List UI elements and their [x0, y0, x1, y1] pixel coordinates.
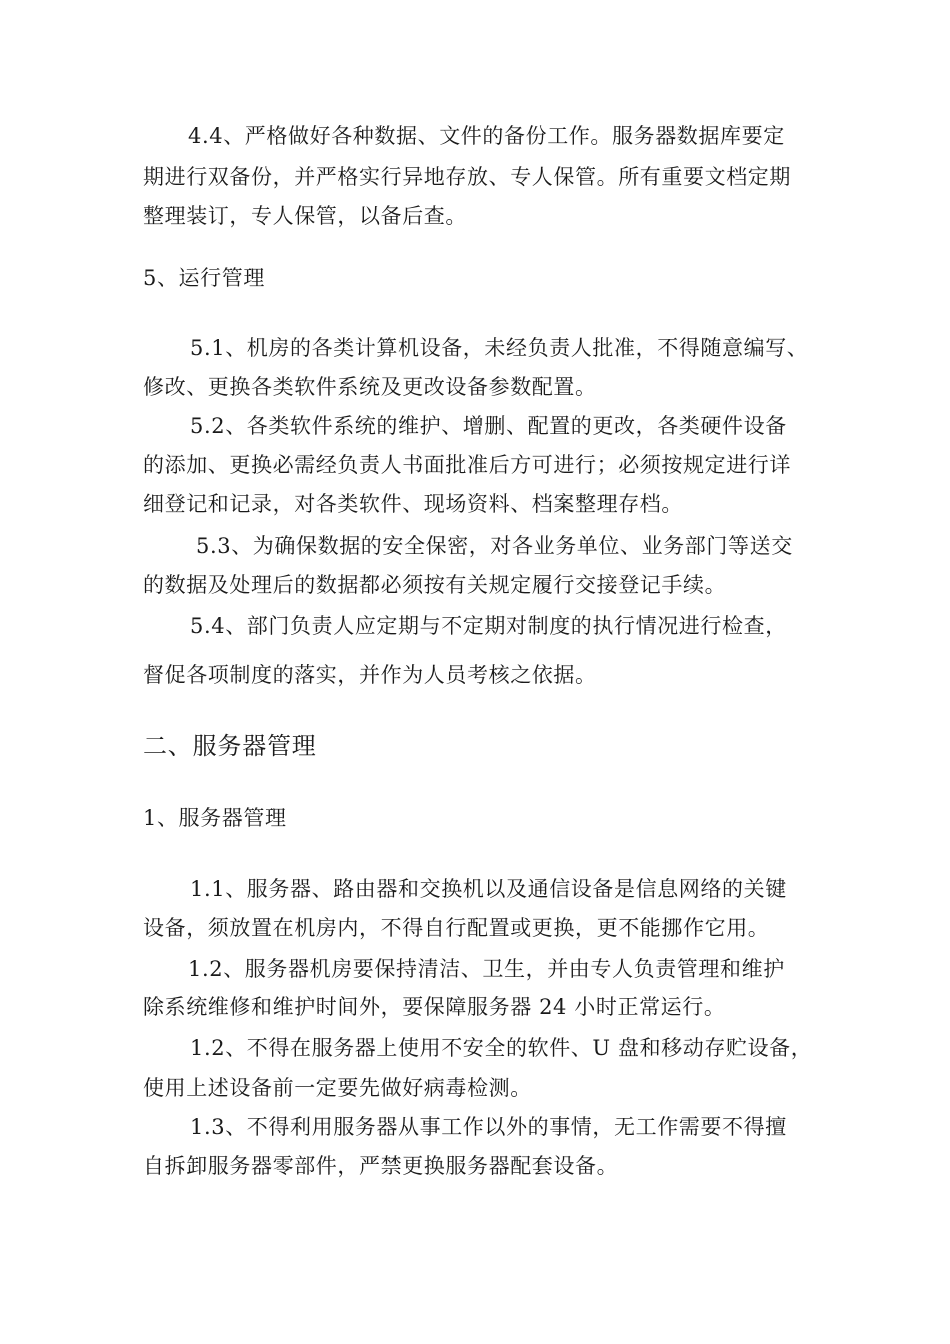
paragraph-1-2b-line-1: 1.2、不得在服务器上使用不安全的软件、U 盘和移动存贮设备， — [190, 1036, 813, 1060]
paragraph-4-4-line-1: 4.4、严格做好各种数据、文件的备份工作。服务器数据库要定 — [188, 124, 785, 148]
paragraph-1-3-line-2: 自拆卸服务器零部件，严禁更换服务器配套设备。 — [143, 1154, 619, 1178]
paragraph-5-1-line-1: 5.1、机房的各类计算机设备，未经负责人批准，不得随意编写、 — [190, 336, 809, 360]
paragraph-1-2a-line-1: 1.2、服务器机房要保持清洁、卫生，并由专人负责管理和维护 — [188, 957, 785, 981]
paragraph-5-3-line-2: 的数据及处理后的数据都必须按有关规定履行交接登记手续。 — [143, 573, 727, 597]
section-1-title: 1、服务器管理 — [143, 806, 287, 830]
paragraph-5-2-line-1: 5.2、各类软件系统的维护、增删、配置的更改，各类硬件设备 — [190, 414, 787, 438]
paragraph-5-2-line-2: 的添加、更换必需经负责人书面批准后方可进行；必须按规定进行详 — [143, 453, 791, 477]
paragraph-1-3-line-1: 1.3、不得利用服务器从事工作以外的事情，无工作需要不得擅 — [190, 1115, 787, 1139]
paragraph-4-4-line-2: 期进行双备份，并严格实行异地存放、专人保管。所有重要文档定期 — [143, 165, 791, 189]
paragraph-1-2b-line-2: 使用上述设备前一定要先做好病毒检测。 — [143, 1076, 532, 1100]
section-5-title: 5、运行管理 — [143, 266, 265, 290]
paragraph-1-2a-line-2: 除系统维修和维护时间外，要保障服务器 24 小时正常运行。 — [143, 995, 726, 1019]
paragraph-4-4-line-3: 整理装订，专人保管，以备后查。 — [143, 204, 467, 228]
paragraph-1-1-line-2: 设备，须放置在机房内，不得自行配置或更换，更不能挪作它用。 — [143, 916, 770, 940]
paragraph-5-1-line-2: 修改、更换各类软件系统及更改设备参数配置。 — [143, 375, 597, 399]
chapter-2-title: 二、服务器管理 — [143, 732, 317, 760]
paragraph-5-3-line-1: 5.3、为确保数据的安全保密，对各业务单位、业务部门等送交 — [196, 534, 793, 558]
paragraph-1-1-line-1: 1.1、服务器、路由器和交换机以及通信设备是信息网络的关键 — [190, 877, 787, 901]
paragraph-5-2-line-3: 细登记和记录，对各类软件、现场资料、档案整理存档。 — [143, 492, 683, 516]
paragraph-5-4-line-2: 督促各项制度的落实，并作为人员考核之依据。 — [143, 663, 597, 687]
paragraph-5-4-line-1: 5.4、部门负责人应定期与不定期对制度的执行情况进行检查， — [190, 614, 787, 638]
